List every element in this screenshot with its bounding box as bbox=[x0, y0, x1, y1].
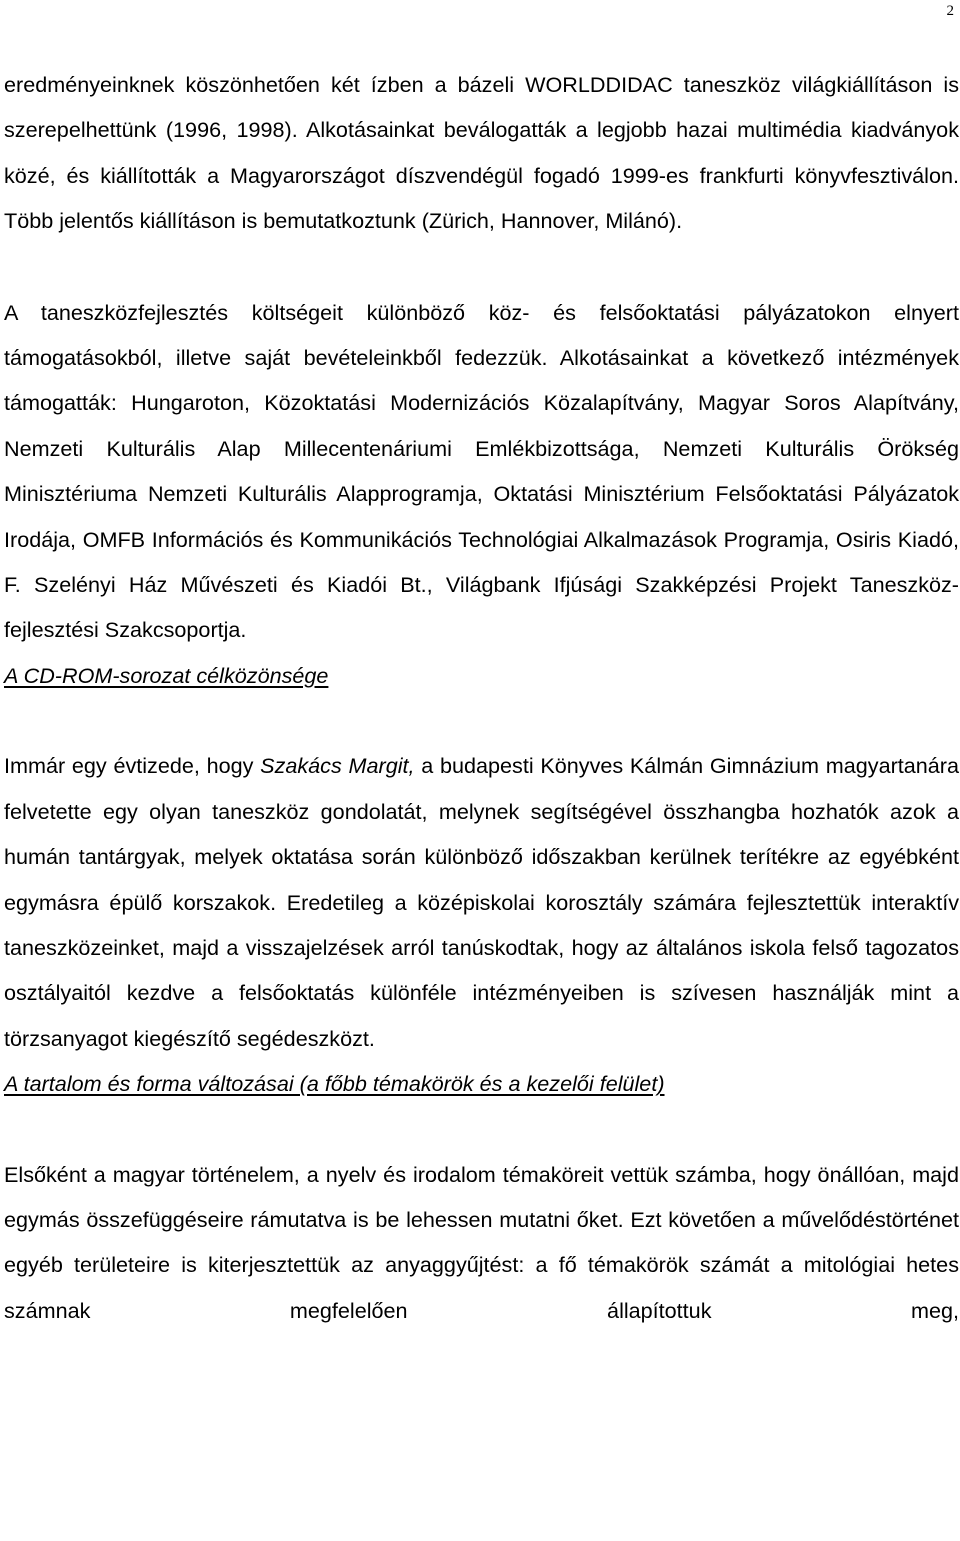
author-name: Szakács Margit, bbox=[260, 753, 415, 779]
paragraph-funding: A taneszközfejlesztés költségeit különböző köz- és felsőoktatási pályázatokon elnyert támogatásokból, illetve saját bevételeinkből fedezzük. Alkotásainkat a következő intézmények támogatták: Hungaroton, Közoktatási Modernizációs Közalapítvány, Magyar Soros Alapítvány, Nemzeti Kulturális Alap Millecentenáriumi Emlékbizottsága, Nemzeti Kulturális Örökség Minisztériuma Nemzeti Kulturális Alapprogramja, Oktatási Minisztérium Felsőoktatási Pályázatok Irodája, OMFB Információs és Kommunikációs Technológiai Alkalmazások Programja, Osiris Kiadó, F. Szelényi Ház Művészeti és Kiadói Bt., Világbank Ifjúsági Szakképzési Projekt Taneszköz-fejlesztési Szakcsoportja. bbox=[4, 299, 959, 643]
document-body bbox=[4, 62, 959, 1333]
paragraph-topics: Elsőként a magyar történelem, a nyelv és irodalom témaköreit vettük számba, hogy önállóan, majd egymás összefüggéseire rámutatva is be lehessen mutatni őket. Ezt követően a művelődéstörténet egyéb területeire is kiterjesztettük az anyaggyűjtést: a fő témakörök számát a mitológiai hetes számnak megfelelően állapítottuk meg, bbox=[4, 1161, 959, 1323]
section-heading-audience: A CD-ROM-sorozat célközönsége bbox=[4, 662, 329, 688]
paragraph-audience-start: Immár egy évtizede, hogy bbox=[4, 753, 261, 779]
paragraph-audience-rest: a budapesti Könyves Kálmán Gimnázium magyartanára felvetette egy olyan taneszköz gondolatát, melynek segítségével összhangba hozhatók azok a humán tantárgyak, melyek oktatása során különböző időszakban kerülnek terítékre az egyébként egymásra épülő korszakok. Eredetileg a középiskolai korosztály számára fejlesztettük interaktív taneszközeinket, majd a visszajelzések arról tanúskodtak, hogy az általános iskola felső tagozatos osztályaitól kezdve a felsőoktatás különféle intézményeiben is szívesen használják mint a törzsanyagot kiegészítő segédeszközt. bbox=[4, 753, 960, 1051]
paragraph-audience bbox=[4, 743, 959, 1061]
section-heading-content-form: A tartalom és forma változásai (a főbb témakörök és a kezelői felület) bbox=[4, 1071, 665, 1097]
page-number: 2 bbox=[946, 3, 954, 19]
paragraph-exhibitions: eredményeinknek köszönhetően két ízben a bázeli WORLDDIDAC taneszköz világkiállításon is szerepelhettünk (1996, 1998). Alkotásainkat beválogatták a legjobb hazai multimédia kiadványok közé, és kiállították a Magyarországot díszvendégül fogadó 1999-es frankfurti könyvfesztiválon. Több jelentős kiállításon is bemutatkoztunk (Zürich, Hannover, Milánó). bbox=[4, 72, 959, 234]
